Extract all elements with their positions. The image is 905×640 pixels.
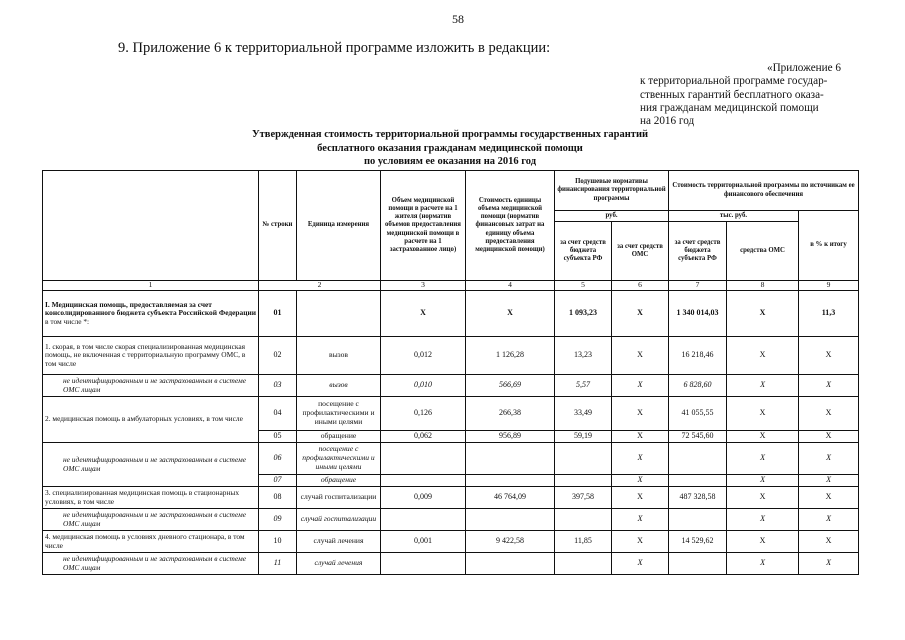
row-percent: X [799,531,859,553]
row-per-capita-budget [555,553,612,575]
row-per-capita-oms: X [612,475,669,487]
column-number: 5 [555,281,612,291]
row-unit: посещение с профилактическими и иными целями [297,397,381,431]
row-unit-cost [466,509,555,531]
row-percent: X [799,443,859,475]
header-unit-cost: Стоимость единицы объема медицинской помощи (норматив финансовых затрат на единицу объема предоставления медицинской помощи) [466,171,555,281]
row-per-capita-budget: 397,58 [555,487,612,509]
row-volume: 0,009 [381,487,466,509]
row-label [43,291,259,337]
row-unit-cost: 266,38 [466,397,555,431]
row-percent: X [799,375,859,397]
row-cost-budget: 14 529,62 [669,531,727,553]
header-unit: Единица измерения [297,171,381,281]
row-cost-oms: X [727,443,799,475]
row-cost-budget: 6 828,60 [669,375,727,397]
row-cost-oms: X [727,553,799,575]
header-oms-thous: средства ОМС [727,222,799,281]
header-percent: в % к итогу [799,211,859,281]
row-volume: 0,126 [381,397,466,431]
annex-header-line: ственных гарантий бесплатного оказа- [640,88,824,101]
row-cost-budget: 487 328,58 [669,487,727,509]
row-cost-oms: X [727,375,799,397]
row-label-text: I. Медицинская помощь, предоставляемая за счет консолидированного бюджета субъекта Российской Федерации [45,299,256,318]
row-percent: X [799,509,859,531]
row-cost-budget [669,443,727,475]
row-cost-oms: X [727,475,799,487]
row-unit-cost: 46 764,09 [466,487,555,509]
row-cost-oms: X [727,337,799,375]
table-row [43,337,859,375]
row-percent: 11,3 [799,291,859,337]
page-number: 58 [452,12,464,26]
table-row [43,291,859,337]
row-cost-budget [669,509,727,531]
row-volume [381,475,466,487]
row-cost-oms: X [727,509,799,531]
row-per-capita-oms: X [612,487,669,509]
row-volume [381,443,466,475]
row-unit-cost [466,475,555,487]
column-number: 2 [259,281,381,291]
header-budget-thous: за счет средств бюджета субъекта РФ [669,222,727,281]
column-numbers-row [43,281,859,291]
row-unit-cost: 956,89 [466,431,555,443]
header-thous-rub: тыс. руб. [669,211,799,222]
table-row [43,397,859,431]
row-unit-cost: X [466,291,555,337]
row-per-capita-oms: X [612,553,669,575]
header-empty [43,171,259,281]
row-label: 1. скорая, в том числе скорая специализированная медицинская помощь, не включенная с территориальную программу ОМС, в том числе [43,337,259,375]
row-label: 4. медицинская помощь в условиях дневного стационара, в том числе [43,531,259,553]
row-per-capita-oms: X [612,443,669,475]
row-number: 10 [259,531,297,553]
row-per-capita-oms: X [612,397,669,431]
row-number: 07 [259,475,297,487]
row-unit: случай лечения [297,553,381,575]
row-unit-cost [466,443,555,475]
column-number: 7 [669,281,727,291]
column-number: 9 [799,281,859,291]
row-unit-cost: 9 422,58 [466,531,555,553]
annex-header-line: «Приложение 6 [766,62,841,74]
row-unit: случай госпитализации [297,487,381,509]
row-unit: случай госпитализации [297,509,381,531]
header-oms: за счет средств ОМС [612,222,669,281]
row-percent: X [799,553,859,575]
row-label: не идентифицированным и не застрахованным в системе ОМС лицам [43,375,259,397]
row-percent: X [799,475,859,487]
row-number: 09 [259,509,297,531]
row-label-sub: в том числе *: [45,316,90,326]
row-cost-oms: X [727,487,799,509]
table-row [43,443,859,475]
row-per-capita-oms: X [612,375,669,397]
title-line: по условиям ее оказания на 2016 год [363,156,537,168]
row-per-capita-budget: 5,57 [555,375,612,397]
row-cost-budget [669,553,727,575]
row-cost-budget: 1 340 014,03 [669,291,727,337]
row-number: 02 [259,337,297,375]
row-cost-budget: 72 545,60 [669,431,727,443]
row-percent: X [799,397,859,431]
title-line: бесплатного оказания гражданам медицинской помощи [317,142,583,154]
column-number: 3 [381,281,466,291]
row-percent: X [799,337,859,375]
row-per-capita-budget: 59,19 [555,431,612,443]
row-volume: 0,010 [381,375,466,397]
row-volume [381,509,466,531]
column-number: 1 [43,281,259,291]
row-per-capita-oms: X [612,337,669,375]
header-per-capita: Подушевые нормативы финансирования территориальной программы [555,171,669,211]
column-number: 8 [727,281,799,291]
row-volume: 0,001 [381,531,466,553]
annex-header-line: к территориальной программе государ- [640,75,828,88]
column-number: 6 [612,281,669,291]
row-label: 3. специализированная медицинская помощь в стационарных условиях, в том числе [43,487,259,509]
row-unit [297,291,381,337]
row-cost-oms: X [727,397,799,431]
row-unit: обращение [297,431,381,443]
row-unit-cost: 566,69 [466,375,555,397]
row-unit: вызов [297,337,381,375]
row-volume: 0,062 [381,431,466,443]
row-cost-budget: 16 218,46 [669,337,727,375]
row-unit: обращение [297,475,381,487]
row-number: 08 [259,487,297,509]
row-unit: посещение с профилактическими и иными целями [297,443,381,475]
row-number: 05 [259,431,297,443]
row-cost-budget: 41 055,55 [669,397,727,431]
header-volume: Объем медицинской помощи в расчете на 1 жителя (норматив объемов предоставления медицинской помощи в расчете на 1 застрахованное лицо) [381,171,466,281]
row-label: не идентифицированным и не застрахованным в системе ОМС лицам [43,443,259,487]
row-per-capita-oms: X [612,291,669,337]
row-number: 11 [259,553,297,575]
header-budget: за счет средств бюджета субъекта РФ [555,222,612,281]
row-label: не идентифицированным и не застрахованным в системе ОМС лицам [43,553,259,575]
annex-header-line: на 2016 год [640,115,695,128]
table-row [43,553,859,575]
header-program-cost: Стоимость территориальной программы по источникам ее финансового обеспечения [669,171,859,211]
row-volume: 0,012 [381,337,466,375]
table-row [43,375,859,397]
row-per-capita-oms: X [612,531,669,553]
column-number: 4 [466,281,555,291]
title-line: Утвержденная стоимость территориальной программы государственных гарантий [251,129,649,140]
table-row [43,531,859,553]
annex-header-line: ния гражданам медицинской помощи [640,101,819,114]
row-per-capita-oms: X [612,431,669,443]
row-per-capita-budget: 13,23 [555,337,612,375]
row-label: не идентифицированным и не застрахованным в системе ОМС лицам [43,509,259,531]
table-row [43,487,859,509]
amendment-paragraph: 9. Приложение 6 к территориальной программе изложить в редакции: [118,40,551,56]
row-per-capita-budget [555,475,612,487]
row-per-capita-budget [555,443,612,475]
row-percent: X [799,431,859,443]
header-row-no: № строки [259,171,297,281]
row-number: 01 [259,291,297,337]
row-number: 06 [259,443,297,475]
row-per-capita-budget: 11,85 [555,531,612,553]
row-percent: X [799,487,859,509]
row-label: 2. медицинская помощь в амбулаторных условиях, в том числе [43,397,259,443]
row-unit: случай лечения [297,531,381,553]
row-volume [381,553,466,575]
row-number: 03 [259,375,297,397]
cost-table [42,170,859,575]
row-unit: вызов [297,375,381,397]
row-cost-oms: X [727,291,799,337]
row-per-capita-oms: X [612,509,669,531]
row-number: 04 [259,397,297,431]
row-unit-cost: 1 126,28 [466,337,555,375]
header-rub: руб. [555,211,669,222]
row-per-capita-budget [555,509,612,531]
row-per-capita-budget: 33,49 [555,397,612,431]
row-cost-oms: X [727,531,799,553]
row-unit-cost [466,553,555,575]
annex-header [640,62,855,128]
document-title [160,128,740,169]
row-cost-budget [669,475,727,487]
row-cost-oms: X [727,431,799,443]
table-row [43,509,859,531]
row-per-capita-budget: 1 093,23 [555,291,612,337]
row-volume: X [381,291,466,337]
